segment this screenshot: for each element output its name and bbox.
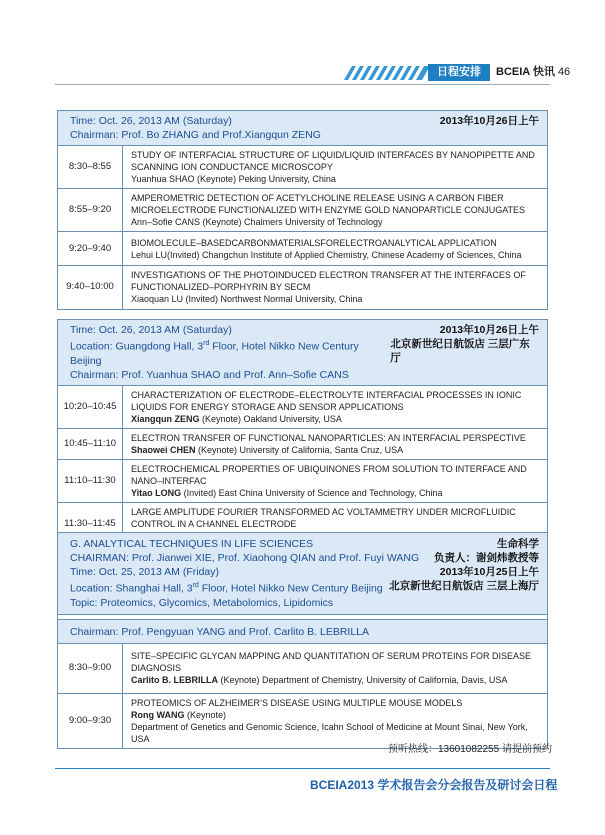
header-brand — [496, 64, 570, 81]
talk-time: 11:30–11:45 — [58, 502, 123, 545]
talk-time: 9:20–9:40 — [58, 232, 123, 266]
talk-title: PROTEOMICS OF ALZHEIMER’S DISEASE USING MULTIPLE MOUSE MODELS — [131, 697, 463, 708]
table-row — [58, 643, 547, 693]
section-time: Time: Oct. 25, 2013 AM (Friday) — [70, 566, 219, 578]
session-1-chairman: Chairman: Prof. Bo ZHANG and Prof.Xiangqun ZENG — [70, 129, 321, 141]
talk-affil: (Keynote) Oakland University, USA — [199, 413, 342, 424]
session-2-chairman: Chairman: Prof. Yuanhua SHAO and Prof. Ann–Sofie CANS — [70, 368, 349, 381]
talk-speaker-affil: Yuanhua SHAO (Keynote) Peking University, China — [131, 174, 336, 184]
session-1-table — [58, 145, 547, 309]
table-row — [58, 232, 547, 266]
session-block-1 — [57, 110, 548, 310]
session-1-header — [58, 111, 547, 145]
section-location-cn: 北京新世纪日航饭店 三层上海厅 — [389, 580, 539, 592]
session-block-3 — [57, 532, 548, 749]
hotline-note: 预听热线：13601082255 请提前预约 — [388, 744, 552, 755]
table-row — [58, 189, 547, 232]
session-2-time: Time: Oct. 26, 2013 AM (Saturday) — [70, 324, 232, 336]
talk-time: 10:20–10:45 — [58, 385, 123, 428]
talk-speaker: Rong WANG — [131, 709, 185, 720]
talk-title: ELECTRON TRANSFER OF FUNCTIONAL NANOPARTICLES: AN INTERFACIAL PERSPECTIVE — [131, 432, 526, 443]
talk-speaker: Carlito B. LEBRILLA — [131, 675, 218, 685]
footer-title: BCEIA2013 学术报告会分会报告及研讨会日程 — [310, 778, 558, 792]
session-2-location: Location: Guangdong Hall, 3rd Floor, Hotel Nikko New Century Beijing — [70, 340, 359, 367]
table-row — [58, 385, 547, 428]
talk-title: BIOMOLECULE–BASEDCARBONMATERIALSFORELECTROANALYTICAL APPLICATION — [131, 237, 497, 248]
session-2-table — [58, 385, 547, 545]
section-title-cn: 生命科学 — [497, 538, 539, 550]
talk-time: 9:00–9:30 — [58, 693, 123, 748]
session-block-2 — [57, 319, 548, 546]
talk-time: 11:10–11:30 — [58, 459, 123, 502]
talk-time: 8:30–8:55 — [58, 146, 123, 189]
session-2-date-cn: 2013年10月26日上午 — [439, 324, 539, 336]
talk-title: CHARACTERIZATION OF ELECTRODE–ELECTROLYTE INTERFACIAL PROCESSES IN IONIC LIQUIDS FOR ENERGY STORAGE AND SENSOR APPLICATIONS — [131, 389, 522, 412]
talk-title: AMPEROMETRIC DETECTION OF ACETYLCHOLINE RELEASE USING A CARBON FIBER MICROELECTRODE FUNCTIONALIZED WITH ENZYME GOLD NANOPARTICLE CONJUGATES — [131, 193, 526, 215]
session-3-table — [58, 643, 547, 748]
talk-time: 8:55–9:20 — [58, 189, 123, 232]
section-chairman: CHAIRMAN: Prof. Jianwei XIE, Prof. Xiaohong QIAN and Prof. Fuyi WANG — [70, 552, 420, 564]
section-chairman-cn: 负责人：谢剑炜教授等 — [434, 552, 539, 564]
talk-title: SITE–SPECIFIC GLYCAN MAPPING AND QUANTITATION OF SERUM PROTEINS FOR DISEASE DIAGNOSIS — [131, 651, 532, 673]
session-1-date-cn: 2013年10月26日上午 — [439, 115, 539, 127]
header-stripes-decoration — [344, 66, 430, 80]
talk-affil: (Invited) East China University of Science and Technology, China — [181, 487, 443, 498]
talk-time: 9:40–10:00 — [58, 266, 123, 309]
talk-speaker-affil: Ann–Sofie CANS (Keynote) Chalmers University of Technology — [131, 217, 383, 227]
table-row — [58, 428, 547, 459]
talk-speaker: Shaowei CHEN — [131, 444, 196, 455]
section-topic: Topic: Proteomics, Glycomics, Metabolomics, Lipidomics — [70, 596, 334, 609]
session-2-location-cn: 北京新世纪日航饭店 三层广东厅 — [390, 338, 530, 364]
table-row — [58, 459, 547, 502]
section-date-cn: 2013年10月25日上午 — [439, 566, 539, 578]
session-2-header — [58, 320, 547, 385]
talk-speaker: Yitao LONG — [131, 487, 182, 498]
talk-speaker-affil: Xiaoquan LU (Invited) Northwest Normal University, China — [131, 294, 363, 305]
talk-speaker-affil: Lehui LU(Invited) Changchun Institute of Applied Chemistry, Chinese Academy of Sciences, China — [131, 249, 522, 260]
session-3-chairman: Chairman: Prof. Pengyuan YANG and Prof. Carlito B. LEBRILLA — [58, 619, 547, 643]
talk-title: ELECTROCHEMICAL PROPERTIES OF UBIQUINONES FROM SOLUTION TO INTERFACE AND NANO–INTERFAC — [131, 463, 527, 486]
page-number: 46 — [557, 66, 571, 78]
talk-affil-line2: Department of Genetics and Genomic Science, Icahn School of Medicine at Mount Sinai, New York, USA — [131, 721, 528, 744]
talk-affil: (Keynote) Department of Chemistry, University of California, Davis, USA — [218, 675, 508, 685]
session-1-time: Time: Oct. 26, 2013 AM (Saturday) — [70, 115, 232, 127]
table-row — [58, 146, 547, 189]
talk-speaker: Xiangqun ZENG — [131, 413, 200, 424]
brand-label: BCEIA 快讯 — [496, 66, 555, 78]
footer-divider — [55, 768, 550, 769]
talk-title: INVESTIGATIONS OF THE PHOTOINDUCED ELECTRON TRANSFER AT THE INTERFACES OF FUNCTIONALIZED–PORPHYRIN BY SECM — [131, 270, 526, 293]
table-row — [58, 266, 547, 309]
section-title: G. ANALYTICAL TECHNIQUES IN LIFE SCIENCES — [70, 538, 314, 550]
talk-affil: (Keynote) — [184, 709, 227, 720]
talk-affil: (Keynote) University of California, Santa Cruz, USA — [195, 444, 404, 455]
talk-title: LARGE AMPLITUDE FOURIER TRANSFORMED AC VOLTAMMETRY UNDER MICROFLUIDIC CONTROL IN A CHANNEL ELECTRODE — [131, 506, 516, 529]
talk-time: 8:30–9:00 — [58, 643, 123, 693]
talk-time: 10:45–11:10 — [58, 428, 123, 459]
session-3-header — [58, 533, 547, 614]
talk-title: STUDY OF INTERFACIAL STRUCTURE OF LIQUID/LIQUID INTERFACES BY NANOPIPETTE AND SCANNING ION CONDUCTANCE MICROSCOPY — [131, 150, 535, 172]
header-section-tag: 日程安排 — [428, 64, 490, 81]
header-divider — [55, 84, 550, 85]
section-location: Location: Shanghai Hall, 3rd Floor, Hotel Nikko New Century Beijing — [70, 582, 383, 595]
